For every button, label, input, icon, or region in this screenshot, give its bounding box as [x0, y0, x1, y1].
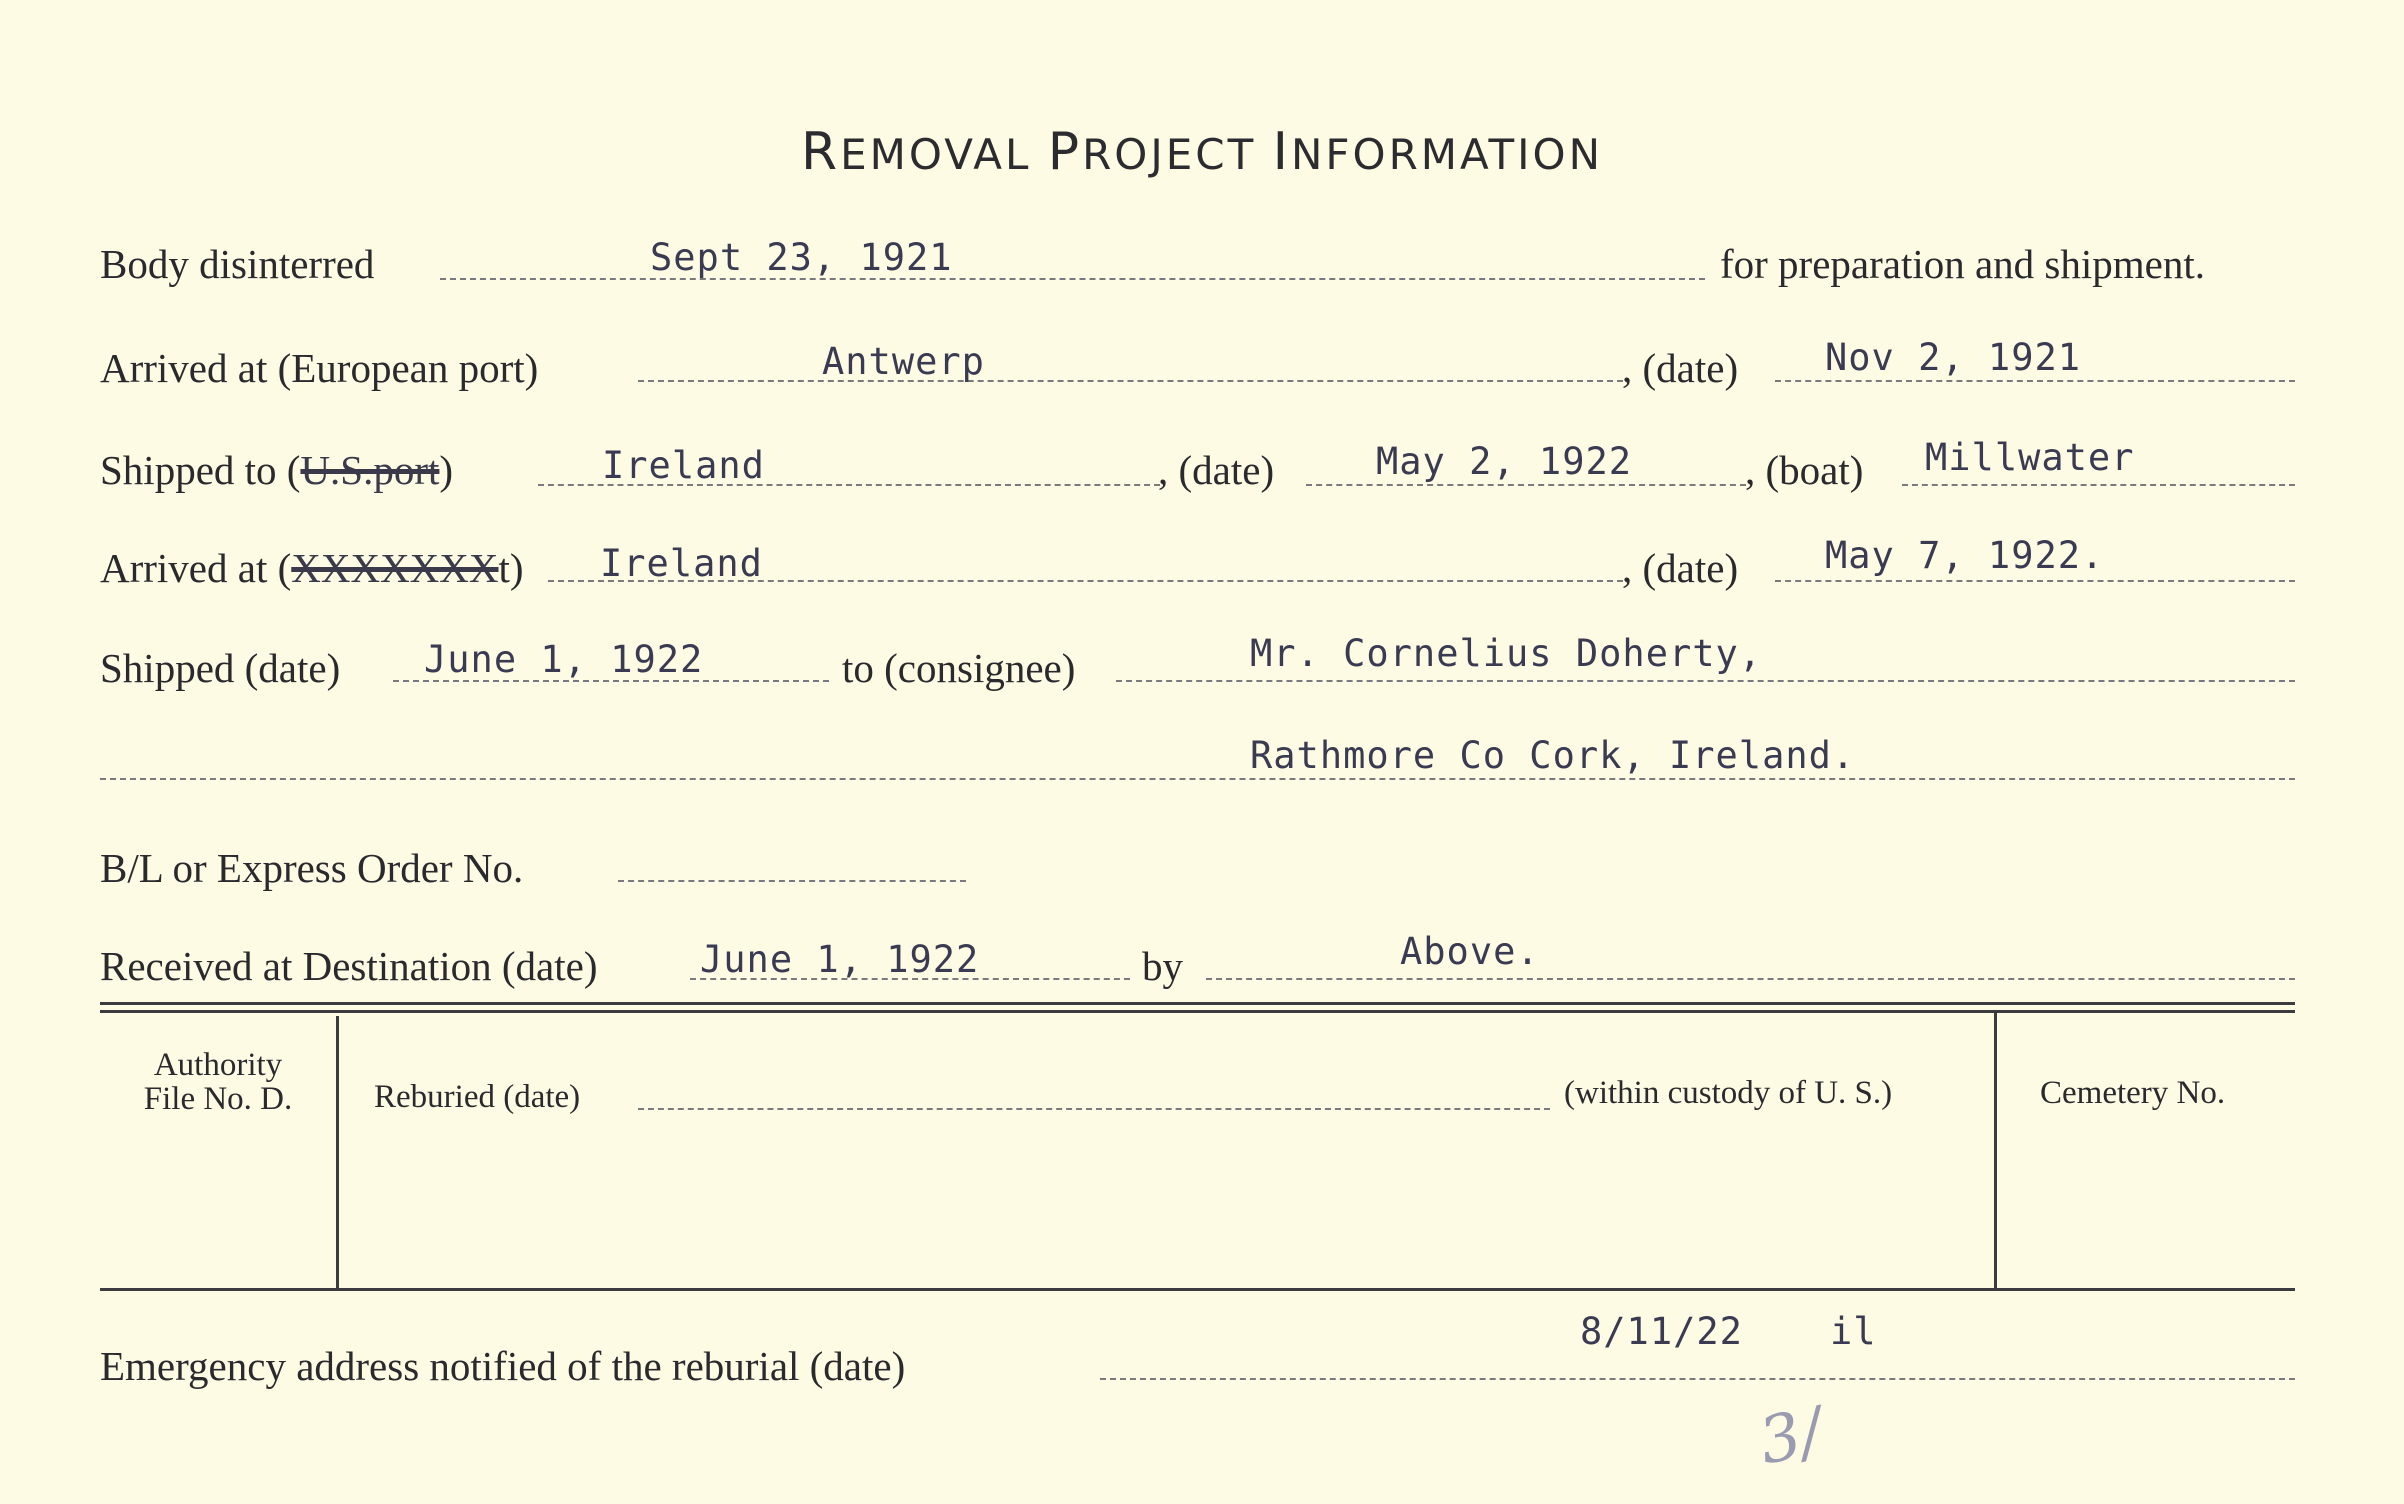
european-port-label: Arrived at (European port)	[100, 345, 539, 391]
body-disinterred-line	[440, 278, 1705, 280]
table-divider-right	[1994, 1012, 1997, 1288]
emergency-line	[1100, 1378, 2295, 1380]
cemetery-no-label: Cemetery No.	[2040, 1075, 2226, 1111]
table-top-rule-2	[100, 1010, 2295, 1013]
emergency-initials: il	[1830, 1310, 1877, 1353]
reburied-line	[638, 1108, 1550, 1110]
received-by-value: Above.	[1400, 930, 1540, 973]
shipped-date-label: , (date)	[1158, 447, 1275, 493]
arrived-date-line	[1775, 580, 2295, 582]
consignee-line	[1116, 680, 2295, 682]
received-destination-label: Received at Destination (date)	[100, 943, 598, 989]
arrived-at-value: Ireland	[600, 542, 763, 585]
shipped-to-label: Shipped to (U.S.port)	[100, 447, 454, 493]
shipped-date2-label: Shipped (date)	[100, 645, 341, 691]
arrived-at-label: Arrived at (XXXXXXXt)	[100, 545, 524, 591]
table-divider-left	[336, 1016, 339, 1288]
arrived-at-struck: XXXXXXX	[291, 545, 499, 591]
boat-label: , (boat)	[1745, 447, 1864, 493]
received-destination-date: June 1, 1922	[700, 938, 980, 981]
arrival-date-value: Nov 2, 1921	[1825, 336, 2082, 379]
body-disinterred-label: Body disinterred	[100, 241, 375, 287]
consignee-value: Mr. Cornelius Doherty,	[1250, 632, 1763, 675]
boat-line	[1902, 484, 2295, 486]
preparation-shipment-label: for preparation and shipment.	[1720, 241, 2206, 287]
shipped-date2-value: June 1, 1922	[424, 638, 704, 681]
shipped-date-line	[1306, 484, 1746, 486]
consignee-address-line	[100, 778, 2295, 780]
shipped-date-value: May 2, 1922	[1376, 440, 1633, 483]
table-bottom-rule	[100, 1288, 2295, 1291]
bl-order-label: B/L or Express Order No.	[100, 845, 524, 891]
arrival-date-label: , (date)	[1622, 345, 1739, 391]
european-port-line	[638, 380, 1623, 382]
received-by-label: by	[1142, 943, 1183, 989]
consignee-address: Rathmore Co Cork, Ireland.	[1250, 734, 1856, 777]
shipped-to-value: Ireland	[602, 444, 765, 487]
received-by-line	[1206, 978, 2295, 980]
consignee-label: to (consignee)	[842, 645, 1076, 691]
reburied-label: Reburied (date)	[374, 1079, 581, 1115]
emergency-label: Emergency address notified of the reburial (date)	[100, 1343, 906, 1389]
handwritten-mark: 3/	[1752, 1394, 1830, 1480]
european-port-value: Antwerp	[822, 340, 985, 383]
shipped-to-struck: U.S.port	[300, 447, 440, 493]
emergency-date: 8/11/22	[1580, 1310, 1743, 1353]
bl-order-line	[618, 880, 966, 882]
authority-label: Authority File No. D.	[143, 1047, 293, 1117]
table-top-rule	[100, 1002, 2295, 1005]
page-title: REMOVAL PROJECT INFORMATION	[800, 122, 1604, 182]
arrived-date-label: , (date)	[1622, 545, 1739, 591]
body-disinterred-date: Sept 23, 1921	[650, 236, 953, 279]
custody-label: (within custody of U. S.)	[1564, 1075, 1893, 1111]
arrived-date-value: May 7, 1922.	[1825, 534, 2105, 577]
boat-value: Millwater	[1925, 436, 2135, 479]
arrival-date-line	[1775, 380, 2295, 382]
